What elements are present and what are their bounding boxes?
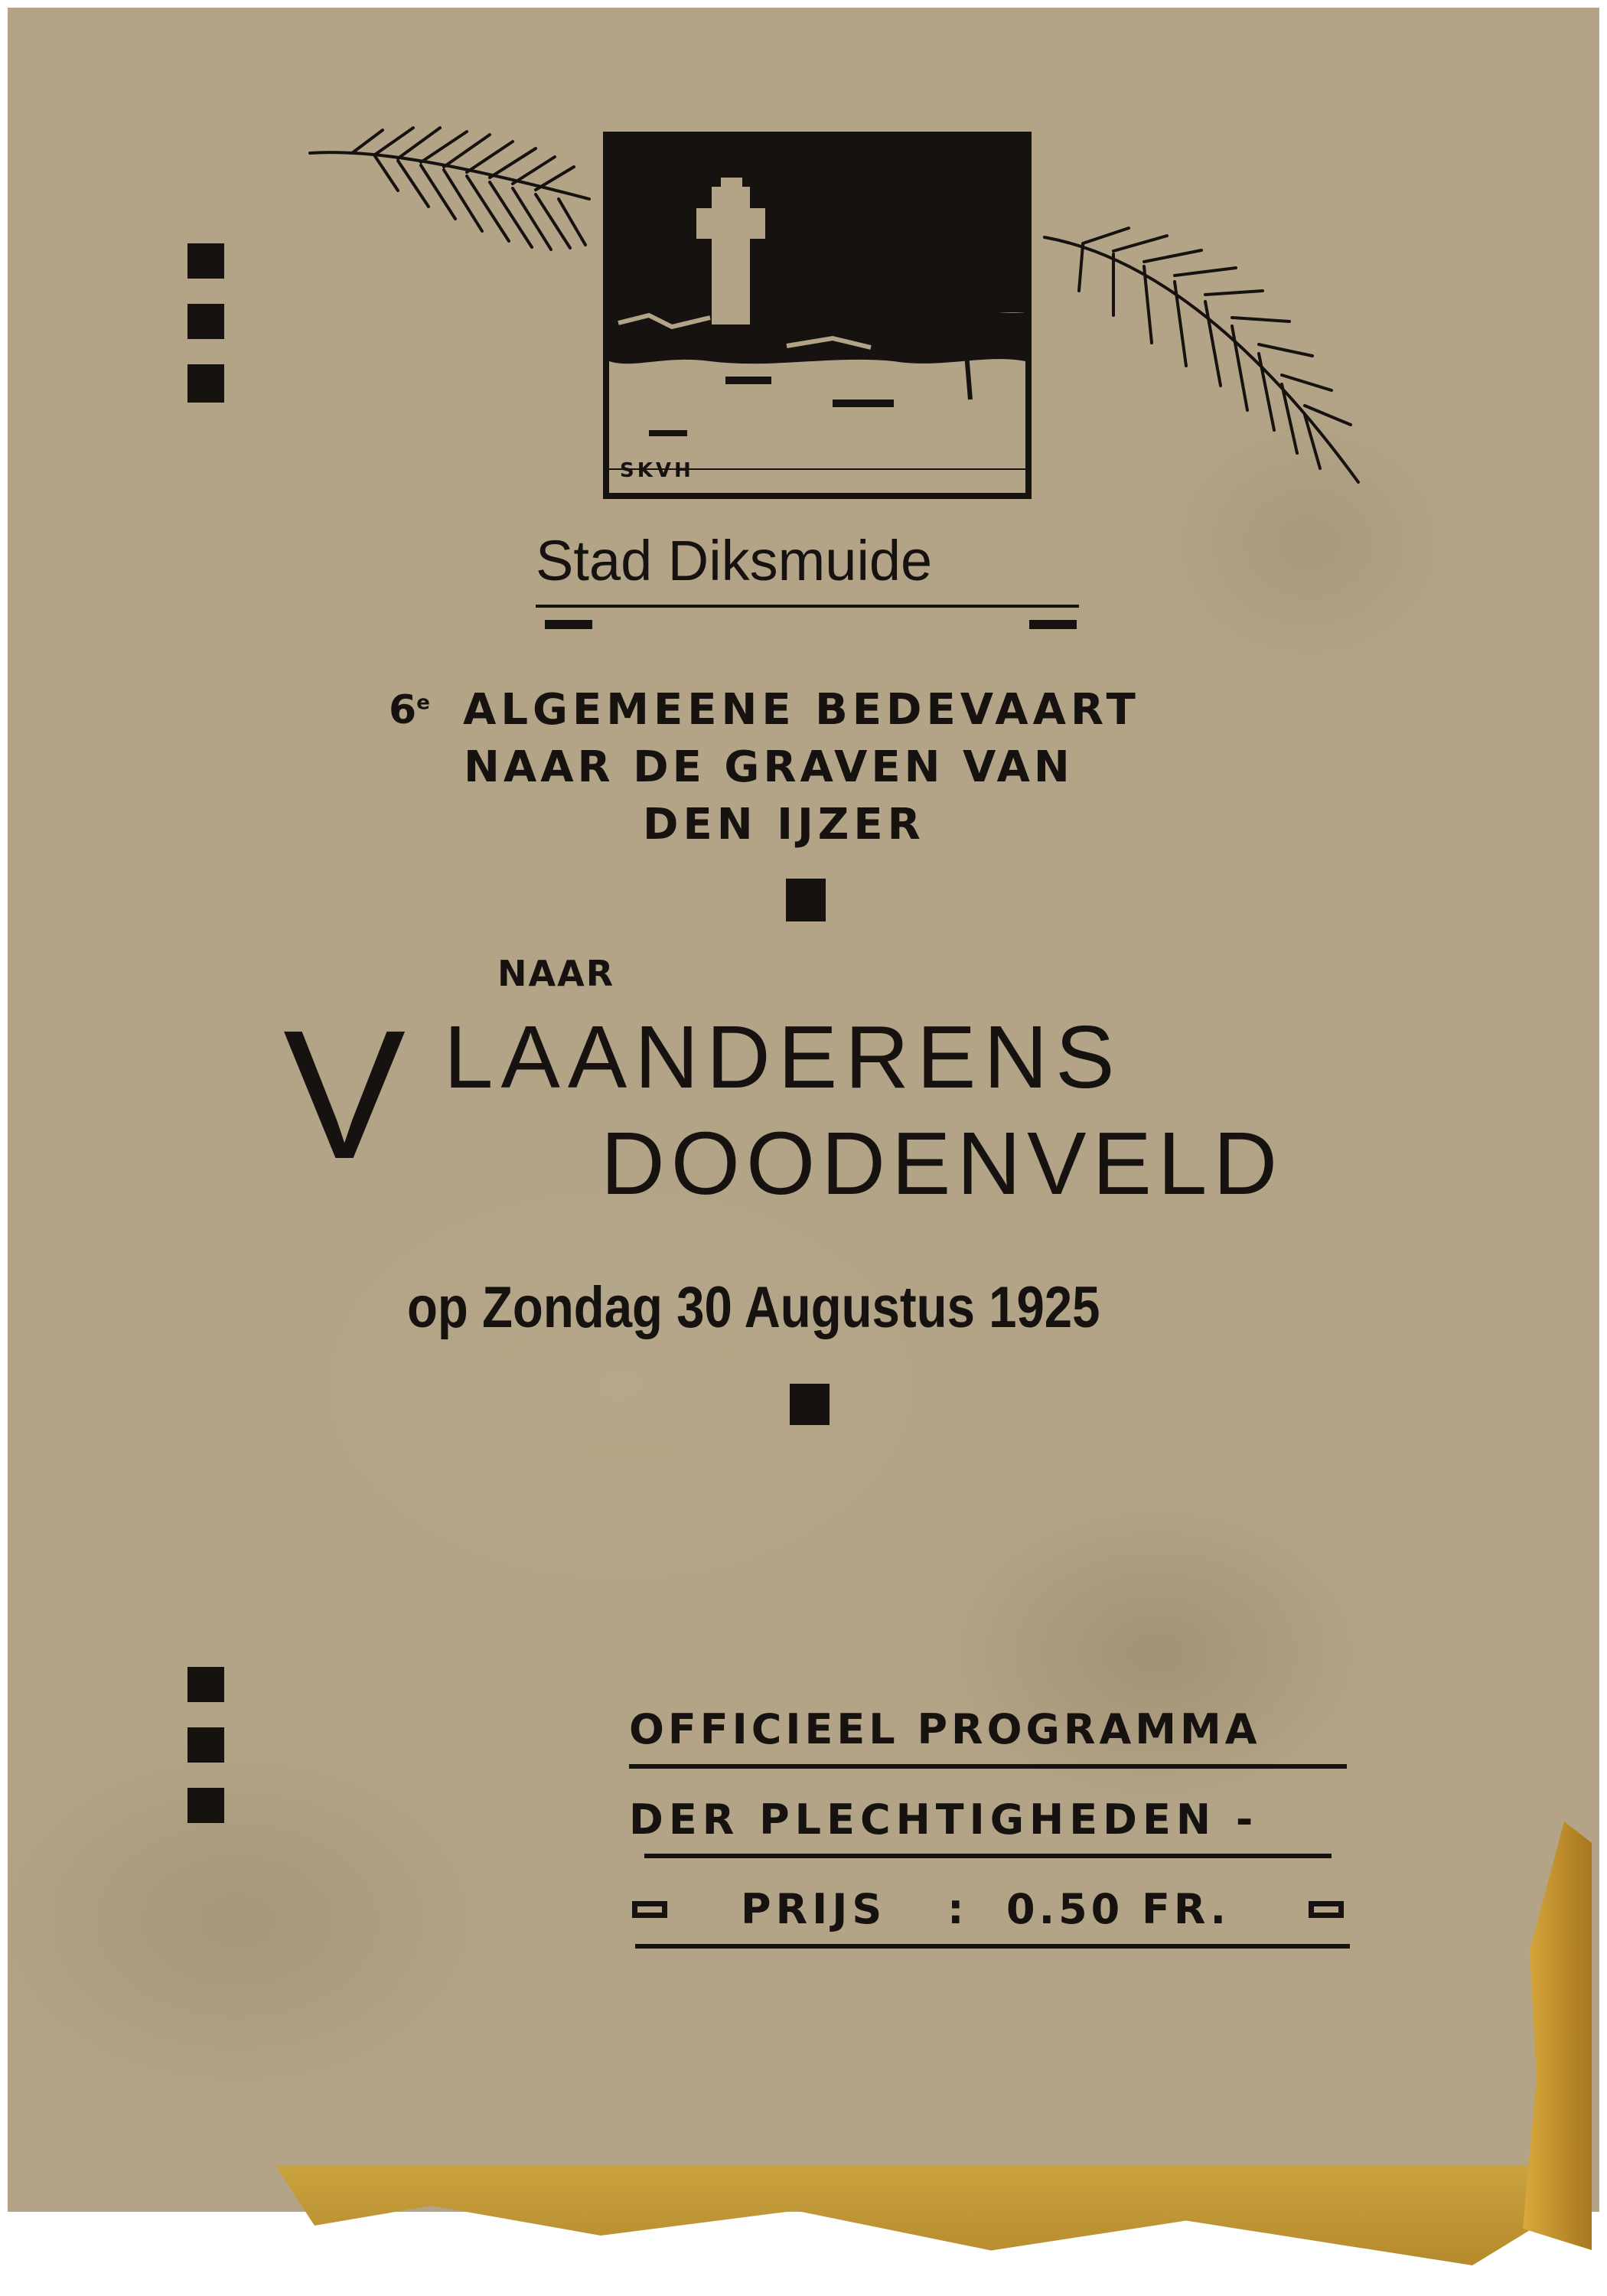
- left-ornament-square-2: [187, 304, 224, 339]
- headline-line-1: ALGEMEENE BEDEVAART: [463, 685, 1140, 735]
- headline-line-2: NAAR DE GRAVEN VAN: [464, 742, 1074, 792]
- program-title-line-2: DER PLECHTIGHEDEN -: [629, 1795, 1259, 1844]
- square-ornament-icon: [790, 1384, 830, 1425]
- program-rule-1: [629, 1764, 1347, 1769]
- city-rule-ornament-right: [1029, 620, 1077, 629]
- program-rule-3: [635, 1944, 1350, 1949]
- left-ornament-square-1: [187, 243, 224, 279]
- memorial-cross-woodcut-icon: [603, 132, 1032, 499]
- price-separator: :: [947, 1885, 964, 1933]
- square-ornament-icon: [786, 879, 826, 921]
- emblem-caption: SKVH: [620, 459, 694, 482]
- left-ornament-square-5: [187, 1727, 224, 1763]
- program-rule-2: [644, 1854, 1332, 1858]
- price-ornament-right: [1309, 1901, 1344, 1918]
- city-underline: [536, 605, 1079, 608]
- pine-branch-icon: [1037, 222, 1374, 497]
- event-date: op Zondag 30 Augustus 1925: [407, 1275, 1100, 1340]
- title-initial: V: [283, 992, 406, 1197]
- title-line-1: LAANDERENS: [444, 1007, 1123, 1107]
- pilgrimage-number-sup: e: [416, 691, 430, 715]
- left-ornament-square-6: [187, 1788, 224, 1823]
- city-name: Stad Diksmuide: [536, 529, 933, 592]
- price-ornament-left: [632, 1901, 667, 1918]
- price-label: PRIJS: [741, 1885, 887, 1933]
- headline-line-3: DEN IJZER: [643, 800, 925, 850]
- price-value: 0.50 FR.: [1006, 1885, 1231, 1933]
- naar-label: NAAR: [497, 953, 615, 994]
- pilgrimage-number: [389, 687, 430, 733]
- torn-edge-bottom: [275, 2166, 1576, 2265]
- title-line-2: DOODENVELD: [601, 1114, 1284, 1213]
- pine-branch-icon: [306, 122, 597, 268]
- program-title-line-1: OFFICIEEL PROGRAMMA: [629, 1705, 1261, 1753]
- left-ornament-square-4: [187, 1667, 224, 1702]
- pilgrimage-number-value: 6: [389, 687, 417, 733]
- left-ornament-square-3: [187, 364, 224, 403]
- city-rule-ornament-left: [545, 620, 592, 629]
